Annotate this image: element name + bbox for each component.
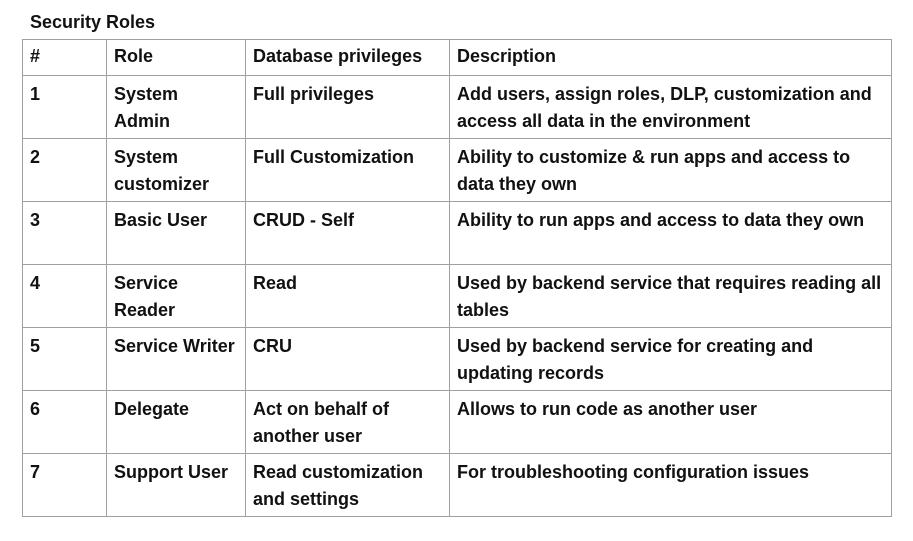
- cell-privileges: Read: [246, 265, 450, 328]
- cell-privileges: CRU: [246, 328, 450, 391]
- cell-role: Service Writer: [107, 328, 246, 391]
- cell-privileges: Full Customization: [246, 139, 450, 202]
- cell-role: Support User: [107, 454, 246, 517]
- cell-description: Used by backend service for creating and updating records: [450, 328, 892, 391]
- cell-number: 7: [23, 454, 107, 517]
- cell-privileges: Read customization and settings: [246, 454, 450, 517]
- cell-privileges: CRUD - Self: [246, 202, 450, 265]
- cell-number: 2: [23, 139, 107, 202]
- cell-number: 4: [23, 265, 107, 328]
- cell-description: For troubleshooting configuration issues: [450, 454, 892, 517]
- header-row: [23, 40, 892, 76]
- cell-description: Used by backend service that requires reading all tables: [450, 265, 892, 328]
- cell-number: 3: [23, 202, 107, 265]
- cell-number: 1: [23, 76, 107, 139]
- security-roles-table: [22, 39, 892, 517]
- header-description: Description: [450, 40, 892, 76]
- table-row: [23, 265, 892, 328]
- table-row: [23, 202, 892, 265]
- cell-privileges: Full privileges: [246, 76, 450, 139]
- cell-description: Ability to run apps and access to data they own: [450, 202, 892, 265]
- table-row: [23, 391, 892, 454]
- cell-role: System Admin: [107, 76, 246, 139]
- table-header: [23, 40, 892, 76]
- cell-privileges: Act on behalf of another user: [246, 391, 450, 454]
- header-number: #: [23, 40, 107, 76]
- header-privileges: Database privileges: [246, 40, 450, 76]
- cell-role: Service Reader: [107, 265, 246, 328]
- cell-description: Ability to customize & run apps and access to data they own: [450, 139, 892, 202]
- cell-role: System customizer: [107, 139, 246, 202]
- cell-number: 6: [23, 391, 107, 454]
- document-title: Security Roles: [30, 12, 156, 32]
- cell-description: Allows to run code as another user: [450, 391, 892, 454]
- header-role: Role: [107, 40, 246, 76]
- cell-number: 5: [23, 328, 107, 391]
- cell-description: Add users, assign roles, DLP, customization and access all data in the environment: [450, 76, 892, 139]
- cell-role: Delegate: [107, 391, 246, 454]
- table-row: [23, 76, 892, 139]
- table-body: [23, 76, 892, 517]
- table-row: [23, 328, 892, 391]
- table-row: [23, 454, 892, 517]
- cell-role: Basic User: [107, 202, 246, 265]
- table-row: [23, 139, 892, 202]
